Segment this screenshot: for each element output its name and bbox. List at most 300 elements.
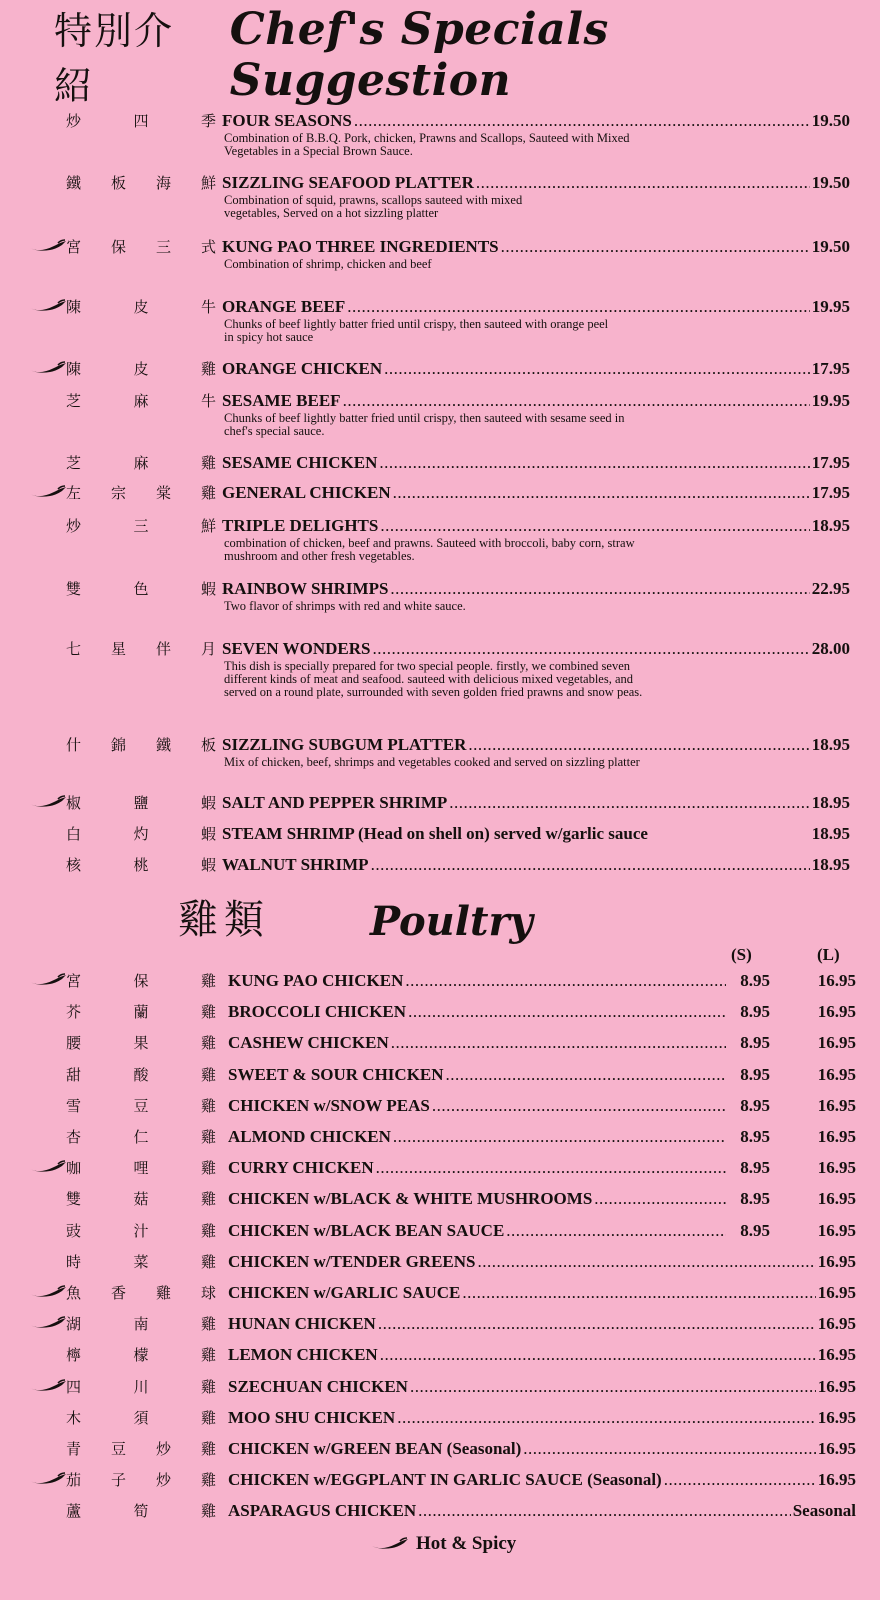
chinese-name: [66, 578, 216, 600]
leader-dots: [408, 1001, 726, 1023]
special-item: [0, 638, 880, 699]
dish-name: ASPARAGUS CHICKEN: [228, 1501, 417, 1521]
poultry-item-row: [0, 1344, 880, 1366]
chinese-char: 陳: [66, 360, 82, 378]
chili-slot: [28, 239, 68, 255]
chili-pepper-icon: [28, 1316, 68, 1330]
poultry-item: [0, 1251, 880, 1273]
large-price: 16.95: [817, 1407, 856, 1427]
chinese-char: 四: [133, 112, 149, 130]
chinese-name: [66, 296, 216, 318]
leader-dots: [432, 1095, 726, 1117]
dish-description: mushroom and other fresh vegetables.: [224, 549, 415, 563]
dish-name: CHICKEN w/BLACK & WHITE MUSHROOMS: [228, 1189, 593, 1209]
special-item-row: [0, 792, 880, 814]
chinese-char: 三: [155, 238, 171, 256]
leader-dots: [393, 482, 810, 504]
poultry-item-row: [0, 1438, 880, 1460]
chinese-char: 雞: [200, 1159, 216, 1178]
poultry-item: [0, 1282, 880, 1304]
dish-price: 19.95: [811, 391, 850, 410]
large-price: 16.95: [817, 1002, 856, 1022]
chinese-char: 雞: [200, 1003, 216, 1022]
chinese-char: 甜: [66, 1065, 82, 1084]
chinese-char: 式: [200, 238, 216, 256]
name-price-line: [222, 110, 850, 132]
name-price-line: [228, 1032, 856, 1054]
chinese-char: 保: [110, 238, 126, 256]
chili-pepper-icon: [28, 299, 68, 313]
special-item-row: [0, 854, 880, 876]
chinese-name: [66, 1282, 216, 1304]
poultry-item-row: [0, 1500, 880, 1522]
chinese-char: 伴: [155, 640, 171, 658]
poultry-item-row: [0, 1469, 880, 1491]
chinese-name: [66, 390, 216, 412]
special-item-row: [0, 578, 880, 600]
dish-price: 18.95: [811, 855, 850, 874]
leader-dots: [501, 236, 810, 258]
chinese-char: 筍: [133, 1502, 149, 1521]
special-item-row: [0, 390, 880, 412]
chinese-char: 芝: [66, 454, 82, 472]
dish-description: Chunks of beef lightly batter fried until crispy, then sauteed with orange peel: [224, 317, 609, 331]
chili-slot: [28, 485, 68, 501]
dish-description: vegetables, Served on a hot sizzling platter: [224, 206, 439, 220]
poultry-item: [0, 1126, 880, 1148]
dish-name: MOO SHU CHICKEN: [228, 1407, 396, 1427]
poultry-item: [0, 1344, 880, 1366]
dish-name: STEAM SHRIMP (Head on shell on) served w/garlic sauce: [222, 824, 648, 843]
chinese-char: 蝦: [200, 580, 216, 598]
special-item: [0, 854, 880, 876]
leader-dots: [478, 1251, 816, 1273]
chinese-char: 湖: [66, 1315, 82, 1334]
poultry-item: [0, 1220, 880, 1242]
special-item: [0, 452, 880, 474]
chinese-char: 蝦: [200, 825, 216, 843]
chili-pepper-icon: [28, 361, 68, 375]
chinese-name: [66, 1157, 216, 1179]
dish-price: 19.50: [811, 237, 850, 256]
large-price: 16.95: [817, 1220, 856, 1240]
chinese-char: 板: [200, 736, 216, 754]
name-price-line: [222, 452, 850, 474]
chinese-char: 棠: [155, 484, 171, 502]
chinese-name: [66, 1469, 216, 1491]
poultry-item-row: [0, 1313, 880, 1335]
chinese-char: 蝦: [200, 856, 216, 874]
leader-dots: [449, 792, 809, 814]
dish-description: chef's special sauce.: [224, 424, 325, 438]
chinese-char: 牛: [200, 392, 216, 410]
dish-name: SESAME BEEF: [222, 391, 341, 410]
large-price: 16.95: [817, 1470, 856, 1490]
leader-dots: [476, 172, 810, 194]
small-price: 8.95: [740, 1002, 770, 1022]
dish-description: combination of chicken, beef and prawns. Sauteed with broccoli, baby corn, straw: [224, 536, 635, 550]
chinese-char: 什: [66, 736, 82, 754]
chinese-char: 豆: [110, 1440, 126, 1458]
chinese-char: 白: [66, 825, 82, 843]
poultry-item-row: [0, 1188, 880, 1210]
large-price: 16.95: [817, 1095, 856, 1115]
chinese-char: 色: [133, 580, 149, 598]
name-price-line: [222, 390, 850, 412]
chinese-name: [66, 1438, 216, 1460]
dish-name: CHICKEN w/SNOW PEAS: [228, 1095, 430, 1115]
leader-dots: [418, 1500, 791, 1522]
name-price-line: [228, 1001, 856, 1023]
poultry-item: [0, 1064, 880, 1086]
special-item-row: [0, 482, 880, 504]
chili-slot: [28, 1316, 68, 1332]
chili-pepper-icon: [28, 1160, 68, 1174]
poultry-item-row: [0, 1282, 880, 1304]
special-item: [0, 110, 880, 158]
poultry-item: [0, 970, 880, 992]
chinese-char: 炒: [155, 1440, 171, 1458]
chinese-char: 青: [66, 1440, 82, 1458]
chinese-name: [66, 1313, 216, 1335]
large-price: 16.95: [817, 1314, 856, 1334]
poultry-item: [0, 1500, 880, 1522]
large-price: 16.95: [817, 1439, 856, 1458]
dish-name: CASHEW CHICKEN: [228, 1033, 389, 1053]
chili-slot: [28, 1285, 68, 1301]
dish-name: CHICKEN w/BLACK BEAN SAUCE: [228, 1220, 505, 1240]
chili-slot: [28, 1472, 68, 1488]
small-price: 8.95: [740, 1064, 770, 1084]
chinese-name: [66, 1500, 216, 1522]
leader-dots: [390, 578, 809, 600]
chinese-char: 陳: [66, 298, 82, 316]
leader-dots: [354, 110, 810, 132]
chinese-char: 雞: [200, 1190, 216, 1209]
dish-price: 17.95: [811, 359, 850, 378]
special-item-row: [0, 515, 880, 537]
chinese-char: 炒: [66, 517, 82, 535]
chili-slot: [28, 361, 68, 377]
chinese-char: 芝: [66, 392, 82, 410]
chinese-name: [66, 1376, 216, 1398]
chinese-char: 星: [110, 640, 126, 658]
chinese-char: 須: [133, 1408, 149, 1427]
chili-slot: [28, 1160, 68, 1176]
dish-name: SZECHUAN CHICKEN: [228, 1376, 408, 1396]
chinese-char: 核: [66, 856, 82, 874]
poultry-item: [0, 1469, 880, 1491]
chinese-name: [66, 1032, 216, 1054]
dish-name: ORANGE CHICKEN: [222, 359, 383, 378]
chinese-char: 雙: [66, 580, 82, 598]
chinese-name: [66, 482, 216, 504]
name-price-line: [228, 1344, 856, 1366]
dish-name: SIZZLING SEAFOOD PLATTER: [222, 173, 474, 192]
poultry-title-chinese: 雞類: [178, 897, 270, 943]
name-price-line: [228, 1251, 856, 1273]
chinese-char: 雞: [200, 1346, 216, 1365]
chinese-char: 雞: [200, 454, 216, 472]
dish-price: 17.95: [811, 483, 850, 502]
chinese-char: 鐵: [66, 174, 82, 192]
poultry-item-row: [0, 1126, 880, 1148]
dish-name: SIZZLING SUBGUM PLATTER: [222, 735, 467, 754]
chili-pepper-icon: [28, 795, 68, 809]
leader-dots: [397, 1407, 816, 1429]
name-price-line: [222, 854, 850, 876]
poultry-item: [0, 1376, 880, 1398]
special-item: [0, 734, 880, 769]
leader-dots: [372, 638, 809, 660]
name-price-line: [222, 296, 850, 318]
chinese-char: 時: [66, 1252, 82, 1271]
leader-dots: [376, 1157, 726, 1179]
dish-description: in spicy hot sauce: [224, 330, 314, 344]
dish-price: 18.95: [811, 793, 850, 812]
dish-name: CHICKEN w/EGGPLANT IN GARLIC SAUCE (Seasonal): [228, 1470, 662, 1490]
special-item: [0, 578, 880, 613]
chinese-char: 檬: [133, 1346, 149, 1365]
poultry-item: [0, 1032, 880, 1054]
chinese-name: [66, 638, 216, 660]
dish-description: Vegetables in a Special Brown Sauce.: [224, 144, 413, 158]
poultry-item-row: [0, 970, 880, 992]
special-item-row: [0, 638, 880, 660]
special-item: [0, 296, 880, 344]
chinese-char: 檸: [66, 1346, 82, 1365]
dish-price: 19.50: [811, 173, 850, 192]
dish-name: CURRY CHICKEN: [228, 1158, 374, 1178]
chinese-char: 果: [133, 1034, 149, 1053]
chili-pepper-icon: [28, 1379, 68, 1393]
chinese-char: 海: [155, 174, 171, 192]
chinese-char: 左: [66, 484, 82, 502]
small-price: 8.95: [740, 1220, 770, 1240]
leader-dots: [343, 390, 810, 412]
chinese-name: [66, 1220, 216, 1242]
chinese-char: 季: [200, 112, 216, 130]
chinese-char: 球: [200, 1284, 216, 1302]
dish-name: LEMON CHICKEN: [228, 1345, 378, 1365]
chinese-name: [66, 236, 216, 258]
chinese-char: 蘭: [133, 1003, 149, 1022]
dish-price: 28.00: [811, 639, 850, 658]
chinese-name: [66, 823, 216, 845]
chinese-char: 豉: [66, 1221, 82, 1240]
chili-pepper-icon: [370, 1537, 410, 1551]
name-price-line: [228, 1469, 856, 1491]
small-price: 8.95: [740, 1033, 770, 1053]
chinese-char: 香: [110, 1284, 126, 1302]
name-price-line: [228, 1157, 856, 1179]
chinese-char: 月: [200, 640, 216, 658]
leader-dots: [523, 1438, 815, 1460]
dish-name: SEVEN WONDERS: [222, 639, 371, 658]
small-price: 8.95: [740, 1189, 770, 1209]
leader-dots: [594, 1188, 726, 1210]
poultry-item-row: [0, 1032, 880, 1054]
poultry-item: [0, 1188, 880, 1210]
leader-dots: [378, 1313, 816, 1335]
dish-price: 18.95: [811, 516, 850, 535]
name-price-line: [228, 1220, 856, 1242]
dish-name: GENERAL CHICKEN: [222, 483, 391, 502]
chinese-name: [66, 1001, 216, 1023]
dish-price: 18.95: [811, 735, 850, 754]
chinese-name: [66, 970, 216, 992]
chinese-char: 七: [66, 640, 82, 658]
dish-price: 19.50: [811, 111, 850, 130]
poultry-item: [0, 1438, 880, 1460]
special-item: [0, 390, 880, 438]
chinese-char: 雞: [200, 1034, 216, 1053]
dish-description: Combination of shrimp, chicken and beef: [224, 257, 432, 271]
name-price-line: [222, 792, 850, 814]
chinese-char: 三: [133, 517, 149, 535]
name-price-line: [228, 1064, 856, 1086]
chinese-char: 麻: [133, 392, 149, 410]
chinese-char: 豆: [133, 1096, 149, 1115]
size-small-header: (S): [731, 945, 752, 964]
small-price: 8.95: [740, 1127, 770, 1146]
chinese-name: [66, 110, 216, 132]
chinese-char: 雞: [200, 1221, 216, 1240]
poultry-item-row: [0, 1064, 880, 1086]
chinese-char: 雙: [66, 1190, 82, 1209]
dish-name: WALNUT SHRIMP: [222, 855, 369, 874]
name-price-line: [222, 578, 850, 600]
spicy-legend-label: Hot & Spicy: [416, 1533, 517, 1554]
dish-name: ORANGE BEEF: [222, 297, 346, 316]
chinese-char: 芥: [66, 1003, 82, 1022]
chinese-char: 灼: [133, 825, 149, 843]
dish-price: 22.95: [811, 579, 850, 598]
chinese-char: 雞: [200, 1096, 216, 1115]
chinese-name: [66, 1064, 216, 1086]
small-price: 8.95: [740, 1158, 770, 1178]
dish-name: CHICKEN w/GARLIC SAUCE: [228, 1283, 461, 1302]
special-item-row: [0, 172, 880, 194]
large-price: 16.95: [817, 1189, 856, 1209]
chili-pepper-icon: [28, 1472, 68, 1486]
chinese-char: 炒: [66, 112, 82, 130]
chinese-char: 宗: [110, 484, 126, 502]
special-item: [0, 482, 880, 504]
leader-dots: [393, 1126, 726, 1148]
size-large-header: (L): [817, 945, 840, 964]
poultry-item: [0, 1407, 880, 1429]
large-price: 16.95: [817, 1283, 856, 1302]
chinese-name: [66, 358, 216, 380]
chinese-char: 蝦: [200, 794, 216, 812]
chinese-name: [66, 1095, 216, 1117]
dish-name: CHICKEN w/GREEN BEAN (Seasonal): [228, 1439, 522, 1458]
chinese-char: 雞: [200, 1502, 216, 1521]
chinese-char: 炒: [155, 1471, 171, 1490]
chinese-char: 宮: [66, 238, 82, 256]
poultry-item-row: [0, 1001, 880, 1023]
poultry-title-english: Poultry: [370, 898, 533, 945]
leader-dots: [380, 515, 809, 537]
chinese-char: 鮮: [200, 517, 216, 535]
name-price-line: [228, 1438, 856, 1460]
chili-slot: [28, 795, 68, 811]
leader-dots: [664, 1469, 816, 1491]
dish-name: RAINBOW SHRIMPS: [222, 579, 389, 598]
chinese-char: 板: [110, 174, 126, 192]
chinese-char: 酸: [133, 1065, 149, 1084]
dish-price: 19.95: [811, 297, 850, 316]
poultry-item: [0, 1001, 880, 1023]
chinese-char: 錦: [110, 736, 126, 754]
special-item: [0, 236, 880, 271]
poultry-item-row: [0, 1157, 880, 1179]
large-price: 16.95: [817, 1064, 856, 1084]
leader-dots: [446, 1064, 726, 1086]
name-price-line: [222, 358, 850, 380]
chinese-char: 雞: [200, 1128, 216, 1146]
chinese-char: 木: [66, 1408, 82, 1427]
dish-price: 17.95: [811, 453, 850, 472]
chinese-char: 茄: [66, 1471, 82, 1490]
poultry-item-row: [0, 1407, 880, 1429]
chinese-char: 雪: [66, 1096, 82, 1115]
name-price-line: [228, 1407, 856, 1429]
chinese-char: 鮮: [200, 174, 216, 192]
special-item: [0, 792, 880, 814]
chinese-char: 椒: [66, 794, 82, 812]
special-item-row: [0, 823, 880, 845]
chinese-name: [66, 1344, 216, 1366]
dish-description: Mix of chicken, beef, shrimps and vegetables cooked and served on sizzling platter: [224, 755, 640, 769]
chinese-char: 雞: [200, 972, 216, 990]
dish-name: SESAME CHICKEN: [222, 453, 378, 472]
chinese-name: [66, 854, 216, 876]
chili-slot: [28, 973, 68, 989]
chinese-char: 汁: [133, 1221, 149, 1240]
special-item-row: [0, 734, 880, 756]
leader-dots: [391, 1032, 726, 1054]
chinese-char: 保: [133, 972, 149, 990]
dish-name: KUNG PAO CHICKEN: [228, 971, 404, 990]
chinese-name: [66, 452, 216, 474]
dish-description: different kinds of meat and seafood. sauteed with delicious mixed vegetables, and: [224, 672, 634, 686]
special-item-row: [0, 358, 880, 380]
chinese-char: 子: [110, 1471, 126, 1490]
leader-dots: [468, 734, 809, 756]
large-price: 16.95: [817, 1251, 856, 1271]
name-price-line: [222, 482, 850, 504]
chinese-char: 雞: [200, 484, 216, 502]
chinese-char: 南: [133, 1315, 149, 1334]
large-price: 16.95: [817, 1158, 856, 1178]
special-item: [0, 823, 880, 845]
special-item-row: [0, 110, 880, 132]
dish-description: Two flavor of shrimps with red and white sauce.: [224, 599, 466, 613]
large-price: 16.95: [817, 1345, 856, 1365]
poultry-item: [0, 1157, 880, 1179]
chinese-name: [66, 1407, 216, 1429]
special-item: [0, 515, 880, 563]
chinese-char: 哩: [133, 1159, 149, 1178]
leader-dots: [371, 854, 810, 876]
chinese-name: [66, 734, 216, 756]
chinese-name: [66, 172, 216, 194]
chili-pepper-icon: [28, 485, 68, 499]
chinese-char: 雞: [155, 1284, 171, 1302]
name-price-line: [228, 970, 856, 992]
